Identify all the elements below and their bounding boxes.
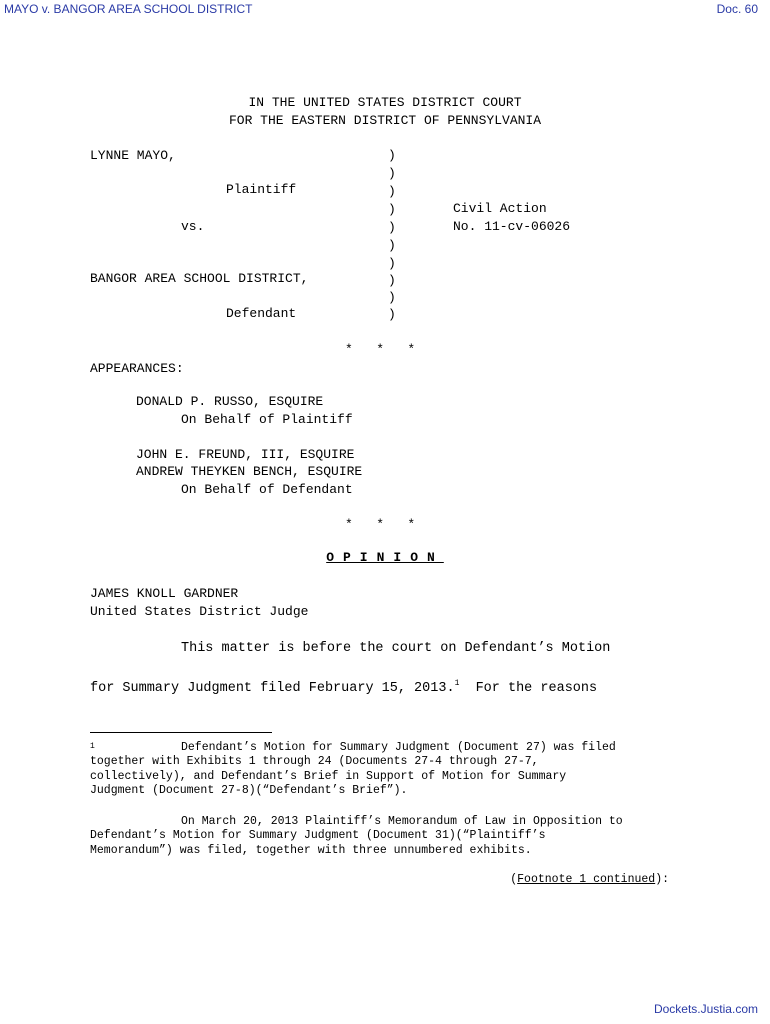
caption-paren: ) [388,273,396,288]
body-line: This matter is before the court on Defendant’s Motion [181,641,611,656]
civil-action-number: No. 11-cv-06026 [453,219,571,234]
caption-paren: ) [388,166,396,181]
appearances-heading: APPEARANCES: [90,361,184,376]
document-number-link[interactable]: Doc. 60 [716,2,758,16]
civil-action-label: Civil Action [453,201,547,216]
top-header-bar [0,0,770,18]
footnote-line: On March 20, 2013 Plaintiff’s Memorandum of Law in Opposition to [181,815,623,828]
footnote-line: Judgment (Document 27-8)(“Defendant’s Brief”). [90,784,408,797]
plaintiff-behalf: On Behalf of Plaintiff [181,412,353,427]
footnote-continued: (Footnote 1 continued): [510,873,669,886]
body-text: For the reasons [459,681,598,696]
court-line-2: FOR THE EASTERN DISTRICT OF PENNSYLVANIA [228,113,542,128]
defendant-counsel-1: JOHN E. FREUND, III, ESQUIRE [136,447,355,462]
caption-paren: ) [388,256,396,271]
footnote-divider [90,732,272,733]
footnote-number: 1 [90,742,95,751]
footnote-continued-suffix: : [662,873,669,886]
footnote-line: together with Exhibits 1 through 24 (Documents 27-4 through 27-7, [90,755,539,768]
body-text: for Summary Judgment filed February 15, 2013. [90,681,455,696]
defendant-behalf: On Behalf of Defendant [181,482,353,497]
opinion-title: OPINION [326,550,444,565]
footnote-line: Defendant’s Motion for Summary Judgment (Document 31)(“Plaintiff’s [90,829,546,842]
court-line-1: IN THE UNITED STATES DISTRICT COURT [248,95,522,110]
caption-paren: ) [388,148,396,163]
caption-paren: ) [388,307,396,322]
caption-paren: ) [388,220,396,235]
source-link[interactable]: Dockets.Justia.com [653,1002,758,1016]
section-separator: * * * [345,342,416,357]
caption-paren: ) [388,290,396,305]
footnote-continued-label: Footnote 1 continued [517,873,656,886]
plaintiff-name: LYNNE MAYO, [90,148,176,163]
judge-name: JAMES KNOLL GARDNER [90,586,239,601]
defendant-counsel-2: ANDREW THEYKEN BENCH, ESQUIRE [136,464,363,479]
footnote-reference[interactable]: 1 [454,679,460,688]
caption-paren: ) [388,184,396,199]
plaintiff-counsel: DONALD P. RUSSO, ESQUIRE [136,394,324,409]
section-separator: * * * [345,517,416,532]
plaintiff-role: Plaintiff [226,182,297,197]
judge-title: United States District Judge [90,604,309,619]
body-line [90,676,597,697]
footnote-line: Defendant’s Motion for Summary Judgment (Document 27) was filed [181,741,616,754]
caption-paren: ) [388,238,396,253]
case-title-link[interactable]: MAYO v. BANGOR AREA SCHOOL DISTRICT [4,2,253,16]
defendant-role: Defendant [226,306,297,321]
footnote-line: Memorandum”) was filed, together with three unnumbered exhibits. [90,844,532,857]
versus-label: vs. [181,219,205,234]
defendant-name: BANGOR AREA SCHOOL DISTRICT, [90,271,309,286]
footnote-line: collectively), and Defendant’s Brief in Support of Motion for Summary [90,770,567,783]
caption-paren: ) [388,202,396,217]
